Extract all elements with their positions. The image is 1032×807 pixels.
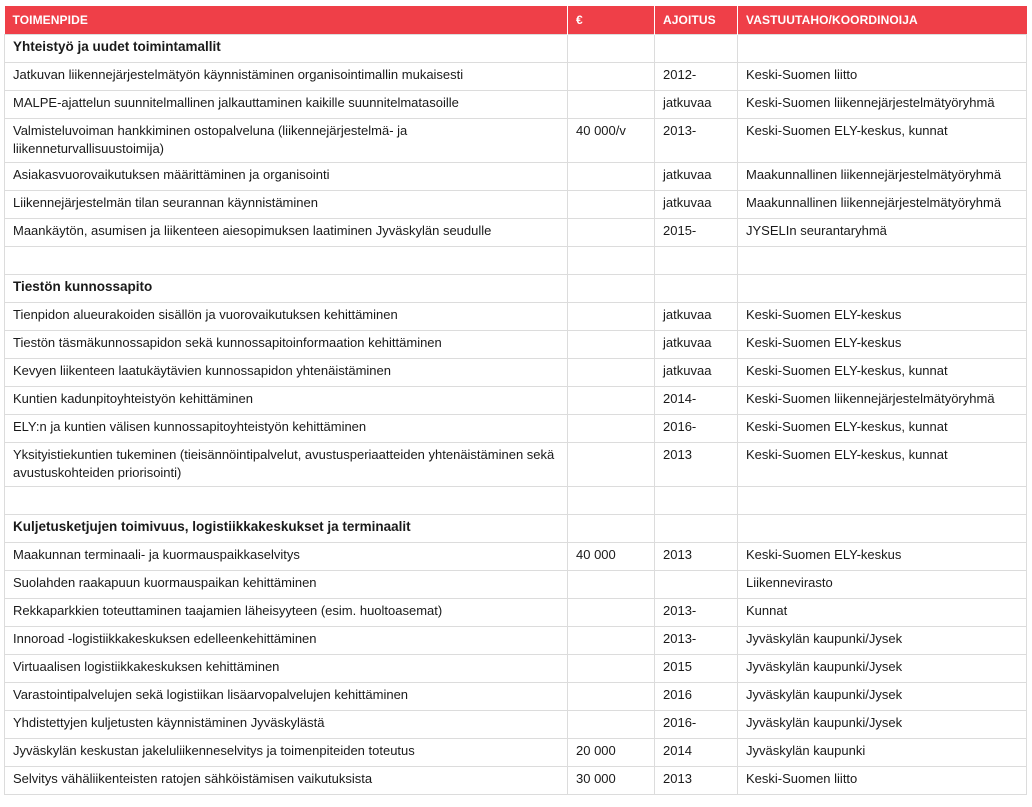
table-row	[5, 739, 1027, 767]
measure-cell: Jyväskylän keskustan jakeluliikenneselvitys ja toimenpiteiden toteutus	[5, 739, 568, 767]
responsible-cell: Jyväskylän kaupunki/Jysek	[738, 683, 1027, 711]
measure-cell: Suolahden raakapuun kuormauspaikan kehittäminen	[5, 571, 568, 599]
table-row	[5, 711, 1027, 739]
spacer-row	[5, 487, 1027, 515]
measure-cell: Tienpidon alueurakoiden sisällön ja vuorovaikutuksen kehittäminen	[5, 303, 568, 331]
cost-cell	[568, 415, 655, 443]
cost-cell	[568, 599, 655, 627]
measure-cell: ELY:n ja kuntien välisen kunnossapitoyhteistyön kehittäminen	[5, 415, 568, 443]
cost-cell	[568, 63, 655, 91]
measure-cell: Asiakasvuorovaikutuksen määrittäminen ja organisointi	[5, 163, 568, 191]
header-row	[5, 6, 1027, 35]
table-row	[5, 443, 1027, 487]
cost-cell	[568, 303, 655, 331]
table-row	[5, 599, 1027, 627]
table-row	[5, 571, 1027, 599]
responsible-cell: Maakunnallinen liikennejärjestelmätyöryhmä	[738, 191, 1027, 219]
responsible-cell: Jyväskylän kaupunki/Jysek	[738, 655, 1027, 683]
measure-cell: MALPE-ajattelun suunnitelmallinen jalkauttaminen kaikille suunnitelmatasoille	[5, 91, 568, 119]
measure-cell: Maankäytön, asumisen ja liikenteen aiesopimuksen laatiminen Jyväskylän seudulle	[5, 219, 568, 247]
timing-cell: 2013-	[655, 119, 738, 163]
empty-cell	[5, 487, 568, 515]
cost-cell	[568, 359, 655, 387]
timing-cell: 2015-	[655, 219, 738, 247]
timing-cell: 2013	[655, 767, 738, 795]
empty-cell	[568, 35, 655, 63]
table-row	[5, 331, 1027, 359]
empty-cell	[738, 247, 1027, 275]
responsible-cell: Keski-Suomen ELY-keskus, kunnat	[738, 443, 1027, 487]
timing-cell: 2012-	[655, 63, 738, 91]
timing-cell: 2013-	[655, 627, 738, 655]
table-row	[5, 359, 1027, 387]
responsible-cell: Keski-Suomen ELY-keskus	[738, 331, 1027, 359]
cost-cell: 30 000	[568, 767, 655, 795]
section-title: Yhteistyö ja uudet toimintamallit	[5, 35, 568, 63]
measure-cell: Yksityistiekuntien tukeminen (tieisännöintipalvelut, avustusperiaatteiden yhtenäistäminen sekä avustuskohteiden priorisointi)	[5, 443, 568, 487]
timing-cell: jatkuvaa	[655, 359, 738, 387]
timing-cell: 2016-	[655, 415, 738, 443]
cost-cell: 40 000/v	[568, 119, 655, 163]
empty-cell	[655, 487, 738, 515]
responsible-cell: Keski-Suomen liitto	[738, 767, 1027, 795]
cost-cell	[568, 219, 655, 247]
cost-cell	[568, 711, 655, 739]
empty-cell	[568, 515, 655, 543]
responsible-cell: Keski-Suomen ELY-keskus	[738, 543, 1027, 571]
timing-cell: 2013	[655, 543, 738, 571]
cost-cell: 40 000	[568, 543, 655, 571]
empty-cell	[568, 487, 655, 515]
measure-cell: Tiestön täsmäkunnossapidon sekä kunnossapitoinformaation kehittäminen	[5, 331, 568, 359]
cost-cell	[568, 571, 655, 599]
table-row	[5, 627, 1027, 655]
empty-cell	[655, 247, 738, 275]
cost-cell	[568, 683, 655, 711]
section-row	[5, 275, 1027, 303]
empty-cell	[568, 247, 655, 275]
timing-cell: jatkuvaa	[655, 331, 738, 359]
cost-cell	[568, 191, 655, 219]
responsible-cell: Keski-Suomen liikennejärjestelmätyöryhmä	[738, 91, 1027, 119]
measure-cell: Kevyen liikenteen laatukäytävien kunnossapidon yhtenäistäminen	[5, 359, 568, 387]
measure-cell: Yhdistettyjen kuljetusten käynnistäminen Jyväskylästä	[5, 711, 568, 739]
table-row	[5, 63, 1027, 91]
responsible-cell: Keski-Suomen ELY-keskus	[738, 303, 1027, 331]
table-row	[5, 387, 1027, 415]
cost-cell: 20 000	[568, 739, 655, 767]
cost-cell	[568, 387, 655, 415]
measure-cell: Jatkuvan liikennejärjestelmätyön käynnistäminen organisointimallin mukaisesti	[5, 63, 568, 91]
cost-cell	[568, 331, 655, 359]
cost-cell	[568, 443, 655, 487]
cost-cell	[568, 91, 655, 119]
section-title: Tiestön kunnossapito	[5, 275, 568, 303]
table-row	[5, 415, 1027, 443]
responsible-cell: Maakunnallinen liikennejärjestelmätyöryhmä	[738, 163, 1027, 191]
timing-cell: 2015	[655, 655, 738, 683]
measure-cell: Virtuaalisen logistiikkakeskuksen kehittäminen	[5, 655, 568, 683]
timing-cell: jatkuvaa	[655, 191, 738, 219]
responsible-cell: Jyväskylän kaupunki/Jysek	[738, 627, 1027, 655]
responsible-cell: JYSELIn seurantaryhmä	[738, 219, 1027, 247]
cost-cell	[568, 163, 655, 191]
section-row	[5, 35, 1027, 63]
empty-cell	[655, 275, 738, 303]
measure-cell: Kuntien kadunpitoyhteistyön kehittäminen	[5, 387, 568, 415]
measure-cell: Innoroad -logistiikkakeskuksen edelleenkehittäminen	[5, 627, 568, 655]
measure-cell: Valmisteluvoiman hankkiminen ostopalveluna (liikennejärjestelmä- ja liikenneturvallisuustoimija)	[5, 119, 568, 163]
timing-cell: 2014	[655, 739, 738, 767]
section-row	[5, 515, 1027, 543]
measure-cell: Rekkaparkkien toteuttaminen taajamien läheisyyteen (esim. huoltoasemat)	[5, 599, 568, 627]
empty-cell	[738, 275, 1027, 303]
cost-cell	[568, 627, 655, 655]
timing-cell: jatkuvaa	[655, 91, 738, 119]
measure-cell: Varastointipalvelujen sekä logistiikan lisäarvopalvelujen kehittäminen	[5, 683, 568, 711]
responsible-cell: Jyväskylän kaupunki	[738, 739, 1027, 767]
responsible-cell: Liikennevirasto	[738, 571, 1027, 599]
table-row	[5, 163, 1027, 191]
empty-cell	[655, 35, 738, 63]
timing-cell: 2014-	[655, 387, 738, 415]
spacer-row	[5, 247, 1027, 275]
table-row	[5, 543, 1027, 571]
responsible-cell: Keski-Suomen liitto	[738, 63, 1027, 91]
responsible-cell: Keski-Suomen ELY-keskus, kunnat	[738, 359, 1027, 387]
responsible-cell: Keski-Suomen liikennejärjestelmätyöryhmä	[738, 387, 1027, 415]
empty-cell	[5, 247, 568, 275]
timing-cell: jatkuvaa	[655, 303, 738, 331]
responsible-cell: Jyväskylän kaupunki/Jysek	[738, 711, 1027, 739]
responsible-cell: Keski-Suomen ELY-keskus, kunnat	[738, 119, 1027, 163]
measures-table	[4, 6, 1027, 795]
empty-cell	[738, 487, 1027, 515]
table-row	[5, 91, 1027, 119]
responsible-cell: Kunnat	[738, 599, 1027, 627]
table-row	[5, 119, 1027, 163]
table-row	[5, 767, 1027, 795]
header-cost: €	[568, 6, 655, 35]
empty-cell	[568, 275, 655, 303]
header-responsible: VASTUUTAHO/KOORDINOIJA	[738, 6, 1027, 35]
measure-cell: Selvitys vähäliikenteisten ratojen sähköistämisen vaikutuksista	[5, 767, 568, 795]
timing-cell: 2016	[655, 683, 738, 711]
table-row	[5, 191, 1027, 219]
table-row	[5, 303, 1027, 331]
section-title: Kuljetusketjujen toimivuus, logistiikkakeskukset ja terminaalit	[5, 515, 568, 543]
empty-cell	[738, 35, 1027, 63]
table-row	[5, 219, 1027, 247]
cost-cell	[568, 655, 655, 683]
empty-cell	[738, 515, 1027, 543]
measure-cell: Liikennejärjestelmän tilan seurannan käynnistäminen	[5, 191, 568, 219]
table-row	[5, 655, 1027, 683]
header-measure: TOIMENPIDE	[5, 6, 568, 35]
empty-cell	[655, 515, 738, 543]
timing-cell: 2016-	[655, 711, 738, 739]
table-body	[5, 35, 1027, 795]
timing-cell: 2013	[655, 443, 738, 487]
responsible-cell: Keski-Suomen ELY-keskus, kunnat	[738, 415, 1027, 443]
timing-cell: 2013-	[655, 599, 738, 627]
timing-cell: jatkuvaa	[655, 163, 738, 191]
table-row	[5, 683, 1027, 711]
measure-cell: Maakunnan terminaali- ja kuormauspaikkaselvitys	[5, 543, 568, 571]
timing-cell	[655, 571, 738, 599]
header-timing: AJOITUS	[655, 6, 738, 35]
